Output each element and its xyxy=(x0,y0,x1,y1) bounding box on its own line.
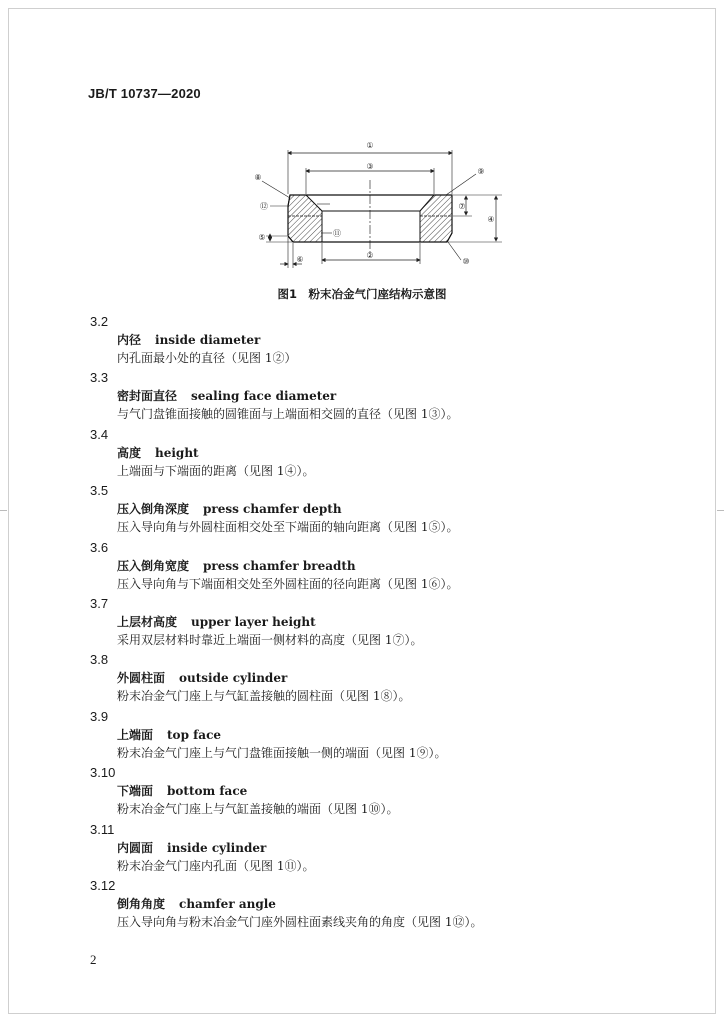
callout-6: ⑥ xyxy=(296,255,304,264)
callout-12: ⑫ xyxy=(260,202,268,211)
leader-9 xyxy=(446,174,476,195)
clause-3-11 xyxy=(90,820,650,876)
clause-number: 3.3 xyxy=(90,370,109,386)
callout-5: ⑤ xyxy=(258,233,266,242)
callout-7: ⑦ xyxy=(458,202,466,211)
document-id: JB/T 10737—2020 xyxy=(88,86,201,101)
page-number: 2 xyxy=(90,952,97,967)
term-definition: 压入导向角与外圆柱面相交处至下端面的轴向距离（见图 1⑤）。 xyxy=(117,520,459,535)
term-en: height xyxy=(155,445,199,460)
clause-number: 3.12 xyxy=(90,877,116,893)
clause-3-7 xyxy=(90,594,650,650)
clause-number: 3.5 xyxy=(90,483,109,499)
callout-9: ⑨ xyxy=(477,167,485,176)
valve-seat-diagram xyxy=(240,136,510,276)
clause-3-3 xyxy=(90,368,650,424)
crop-mark-left xyxy=(0,510,7,511)
callout-3: ③ xyxy=(366,162,374,171)
callout-8: ⑧ xyxy=(254,173,262,182)
term-cn: 压入倒角深度 xyxy=(117,502,190,517)
figure-caption: 图1 粉末冶金气门座结构示意图 xyxy=(277,287,447,301)
leader-10 xyxy=(448,242,461,260)
clause-3-10 xyxy=(90,763,650,819)
term-definition: 压入导向角与下端面相交处至外圆柱面的径向距离（见图 1⑥）。 xyxy=(117,576,459,591)
term-cn: 上层材高度 xyxy=(117,614,178,629)
clause-number: 3.2 xyxy=(90,314,109,329)
right-section-hatch xyxy=(420,195,452,242)
term-en: chamfer angle xyxy=(179,896,276,911)
term-heading xyxy=(117,331,650,349)
term-heading xyxy=(117,613,650,631)
clause-number: 3.7 xyxy=(90,595,109,611)
term-cn: 高度 xyxy=(117,445,142,460)
callout-1: ① xyxy=(366,141,374,150)
clause-number: 3.6 xyxy=(90,539,109,555)
clause-number: 3.4 xyxy=(90,426,109,442)
clause-3-6 xyxy=(90,538,650,594)
term-heading xyxy=(117,895,650,913)
callout-11: ⑪ xyxy=(333,229,341,238)
term-heading xyxy=(117,782,650,800)
clause-3-2 xyxy=(90,312,650,368)
leader-8 xyxy=(262,181,290,198)
term-cn: 下端面 xyxy=(117,784,154,799)
term-cn: 上端面 xyxy=(117,727,154,742)
term-definition: 粉末冶金气门座上与气门盘锥面接触一侧的端面（见图 1⑨）。 xyxy=(117,745,447,760)
term-heading xyxy=(117,387,650,405)
term-cn: 倒角角度 xyxy=(117,896,166,911)
term-heading xyxy=(117,500,650,518)
term-heading xyxy=(117,839,650,857)
clause-number: 3.9 xyxy=(90,708,109,724)
term-cn: 内圆面 xyxy=(117,840,154,855)
clause-number: 3.8 xyxy=(90,652,109,668)
term-heading xyxy=(117,557,650,575)
term-definition: 粉末冶金气门座内孔面（见图 1⑪）。 xyxy=(117,858,315,873)
clause-3-4 xyxy=(90,425,650,481)
term-definition: 与气门盘锥面接触的圆锥面与上端面相交圆的直径（见图 1③）。 xyxy=(117,407,459,422)
term-en: inside cylinder xyxy=(167,840,267,855)
term-definition: 粉末冶金气门座上与气缸盖接触的圆柱面（见图 1⑧）。 xyxy=(117,689,411,704)
term-definition: 粉末冶金气门座上与气缸盖接触的端面（见图 1⑩）。 xyxy=(117,802,399,817)
term-en: press chamfer depth xyxy=(203,502,342,517)
callout-2: ② xyxy=(366,251,374,260)
term-en: sealing face diameter xyxy=(191,389,337,404)
clause-number: 3.10 xyxy=(90,765,116,781)
term-cn: 密封面直径 xyxy=(117,389,178,404)
term-cn: 内径 xyxy=(117,333,142,347)
crop-mark-right xyxy=(717,510,724,511)
term-definition: 压入导向角与粉末冶金气门座外圆柱面素线夹角的角度（见图 1⑫）。 xyxy=(117,914,483,929)
term-en: bottom face xyxy=(167,784,248,799)
callout-10: ⑩ xyxy=(462,257,470,266)
term-heading xyxy=(117,444,650,462)
term-en: outside cylinder xyxy=(179,671,288,686)
term-en: top face xyxy=(167,727,222,742)
callout-4: ④ xyxy=(487,215,495,224)
clause-number: 3.11 xyxy=(90,821,115,837)
term-definition: 上端面与下端面的距离（见图 1④）。 xyxy=(117,463,315,478)
terms-list xyxy=(90,312,650,932)
term-en: upper layer height xyxy=(191,614,316,629)
term-definition: 内孔面最小处的直径（见图 1②） xyxy=(117,351,297,365)
term-cn: 外圆柱面 xyxy=(117,671,166,686)
term-en: press chamfer breadth xyxy=(203,558,356,573)
clause-3-5 xyxy=(90,481,650,537)
term-definition: 采用双层材料时靠近上端面一侧材料的高度（见图 1⑦）。 xyxy=(117,632,423,647)
figure-valve-seat xyxy=(240,136,510,276)
left-section-hatch xyxy=(288,195,322,242)
clause-3-9 xyxy=(90,707,650,763)
term-cn: 压入倒角宽度 xyxy=(117,558,190,573)
clause-3-12 xyxy=(90,876,650,932)
term-heading xyxy=(117,669,650,687)
clause-3-8 xyxy=(90,650,650,706)
term-en: inside diameter xyxy=(155,333,261,347)
term-heading xyxy=(117,726,650,744)
